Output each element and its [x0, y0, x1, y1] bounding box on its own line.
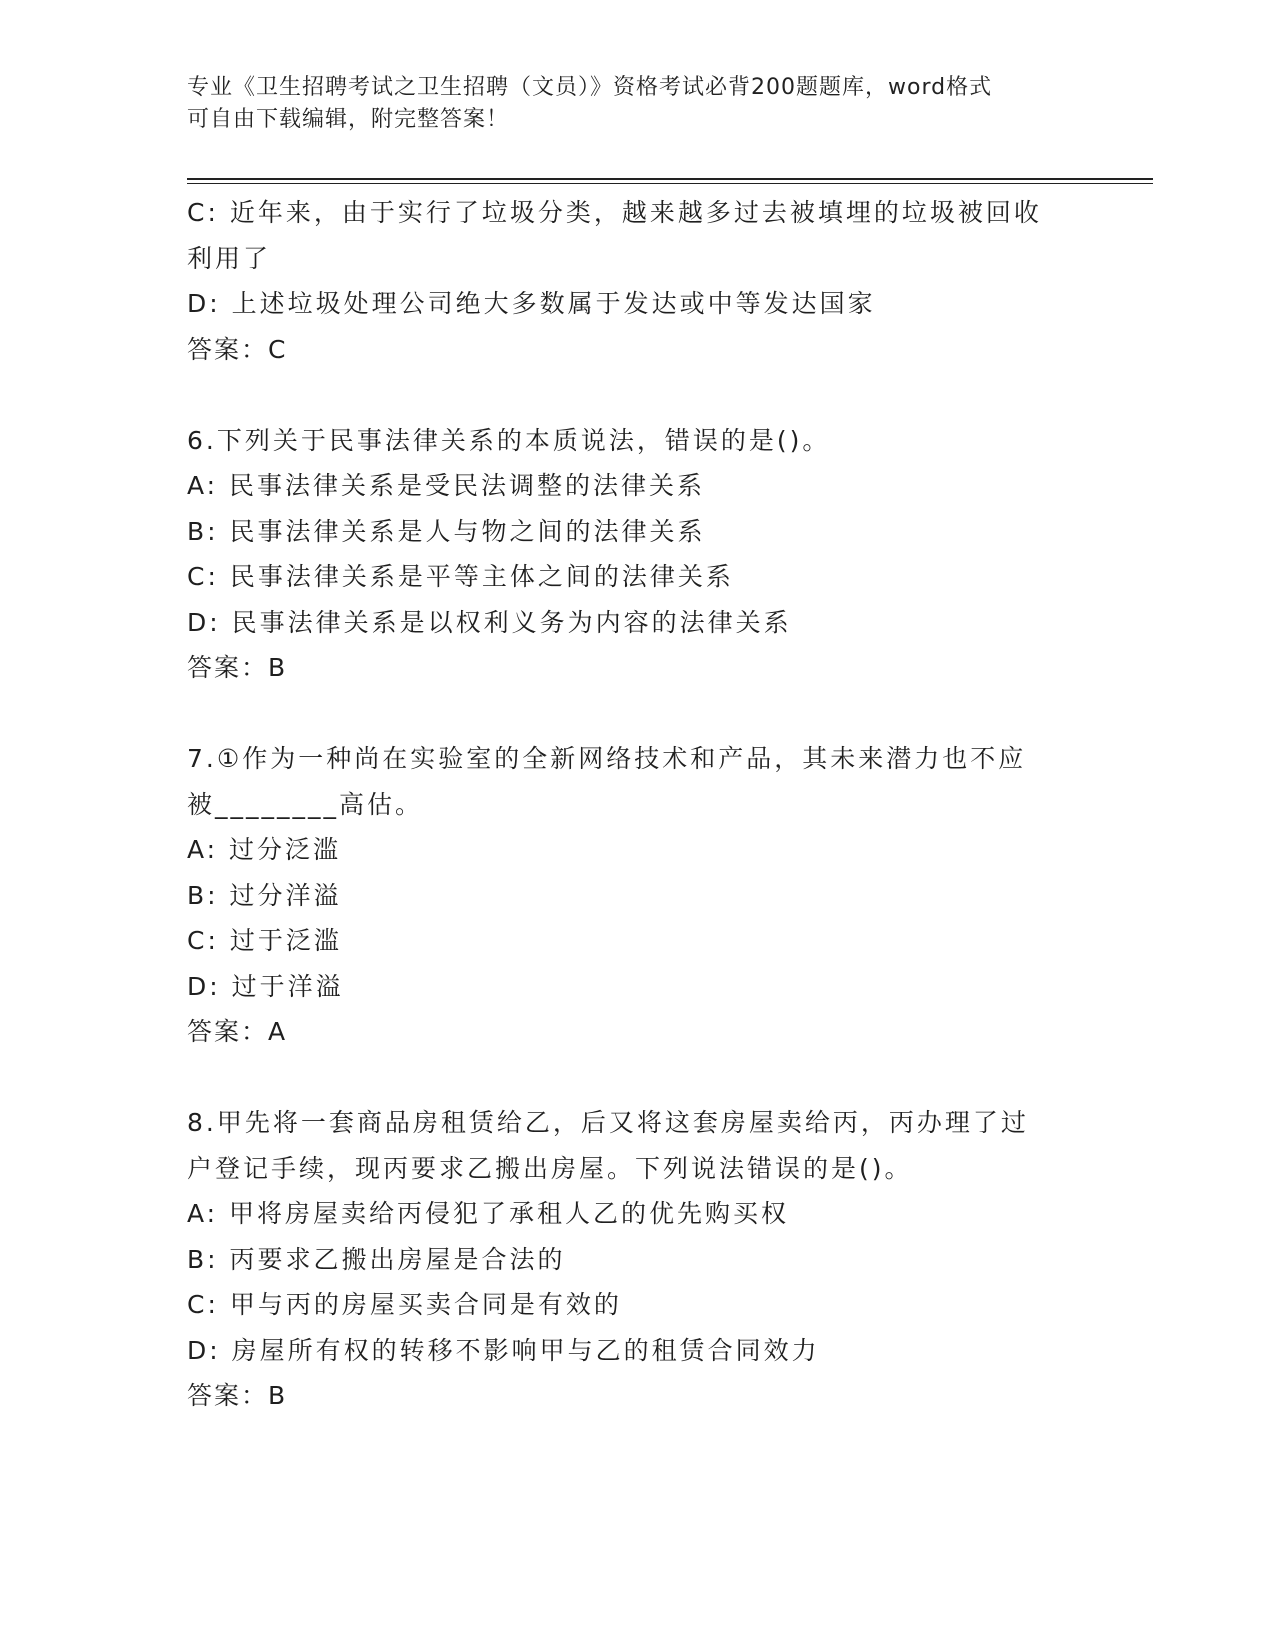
q6-option-b: B: 民事法律关系是人与物之间的法律关系 [187, 516, 706, 546]
q7-option-d: D: 过于洋溢 [187, 971, 344, 1001]
q8-option-d: D: 房屋所有权的转移不影响甲与乙的租赁合同效力 [187, 1335, 820, 1365]
question-list [187, 190, 1087, 1419]
header-divider-thick [187, 178, 1153, 180]
q5-option-d: D: 上述垃圾处理公司绝大多数属于发达或中等发达国家 [187, 289, 876, 318]
q6-option-d: D: 民事法律关系是以权利义务为内容的法律关系 [187, 607, 792, 637]
q7-option-c: C: 过于泛滥 [187, 926, 342, 955]
q8-stem-line-1: 8.甲先将一套商品房租赁给乙，后又将这套房屋卖给丙，丙办理了过 [187, 1108, 1029, 1137]
spacer [187, 1055, 1087, 1101]
header-title-line-1: 专业《卫生招聘考试之卫生招聘（文员）》资格考试必背200题题库，word格式 [187, 75, 993, 100]
header-divider-thin [187, 183, 1153, 184]
q6-stem: 6.下列关于民事法律关系的本质说法，错误的是()。 [187, 425, 831, 455]
q5-answer: 答案：C [187, 334, 288, 364]
q6-option-c: C: 民事法律关系是平等主体之间的法律关系 [187, 562, 734, 591]
q6-answer: 答案：B [187, 653, 288, 682]
document-header [187, 72, 1087, 136]
q7-option-b: B: 过分洋溢 [187, 880, 342, 910]
q8-option-a: A: 甲将房屋卖给丙侵犯了承租人乙的优先购买权 [187, 1199, 790, 1228]
question-6 [187, 418, 1087, 691]
question-7 [187, 736, 1087, 1055]
header-title-line-2: 可自由下载编辑，附完整答案！ [187, 107, 510, 132]
q8-stem-line-2: 户登记手续，现丙要求乙搬出房屋。下列说法错误的是()。 [187, 1153, 913, 1183]
q7-answer: 答案：A [187, 1017, 288, 1046]
q6-option-a: A: 民事法律关系是受民法调整的法律关系 [187, 471, 706, 500]
q8-option-b: B: 丙要求乙搬出房屋是合法的 [187, 1244, 566, 1274]
q8-option-c: C: 甲与丙的房屋买卖合同是有效的 [187, 1290, 622, 1319]
q7-stem-line-1: 7.①作为一种尚在实验室的全新网络技术和产品，其未来潜力也不应 [187, 744, 1027, 773]
q7-stem-line-2: 被________高估。 [187, 789, 424, 819]
spacer [187, 691, 1087, 737]
q5-option-c-line-2: 利用了 [187, 243, 272, 273]
q8-answer: 答案：B [187, 1381, 288, 1410]
question-8 [187, 1100, 1087, 1419]
q7-option-a: A: 过分泛滥 [187, 835, 342, 864]
q5-option-c-line-1: C: 近年来，由于实行了垃圾分类，越来越多过去被填埋的垃圾被回收 [187, 198, 1042, 227]
spacer [187, 372, 1087, 418]
question-5-continued [187, 190, 1087, 372]
